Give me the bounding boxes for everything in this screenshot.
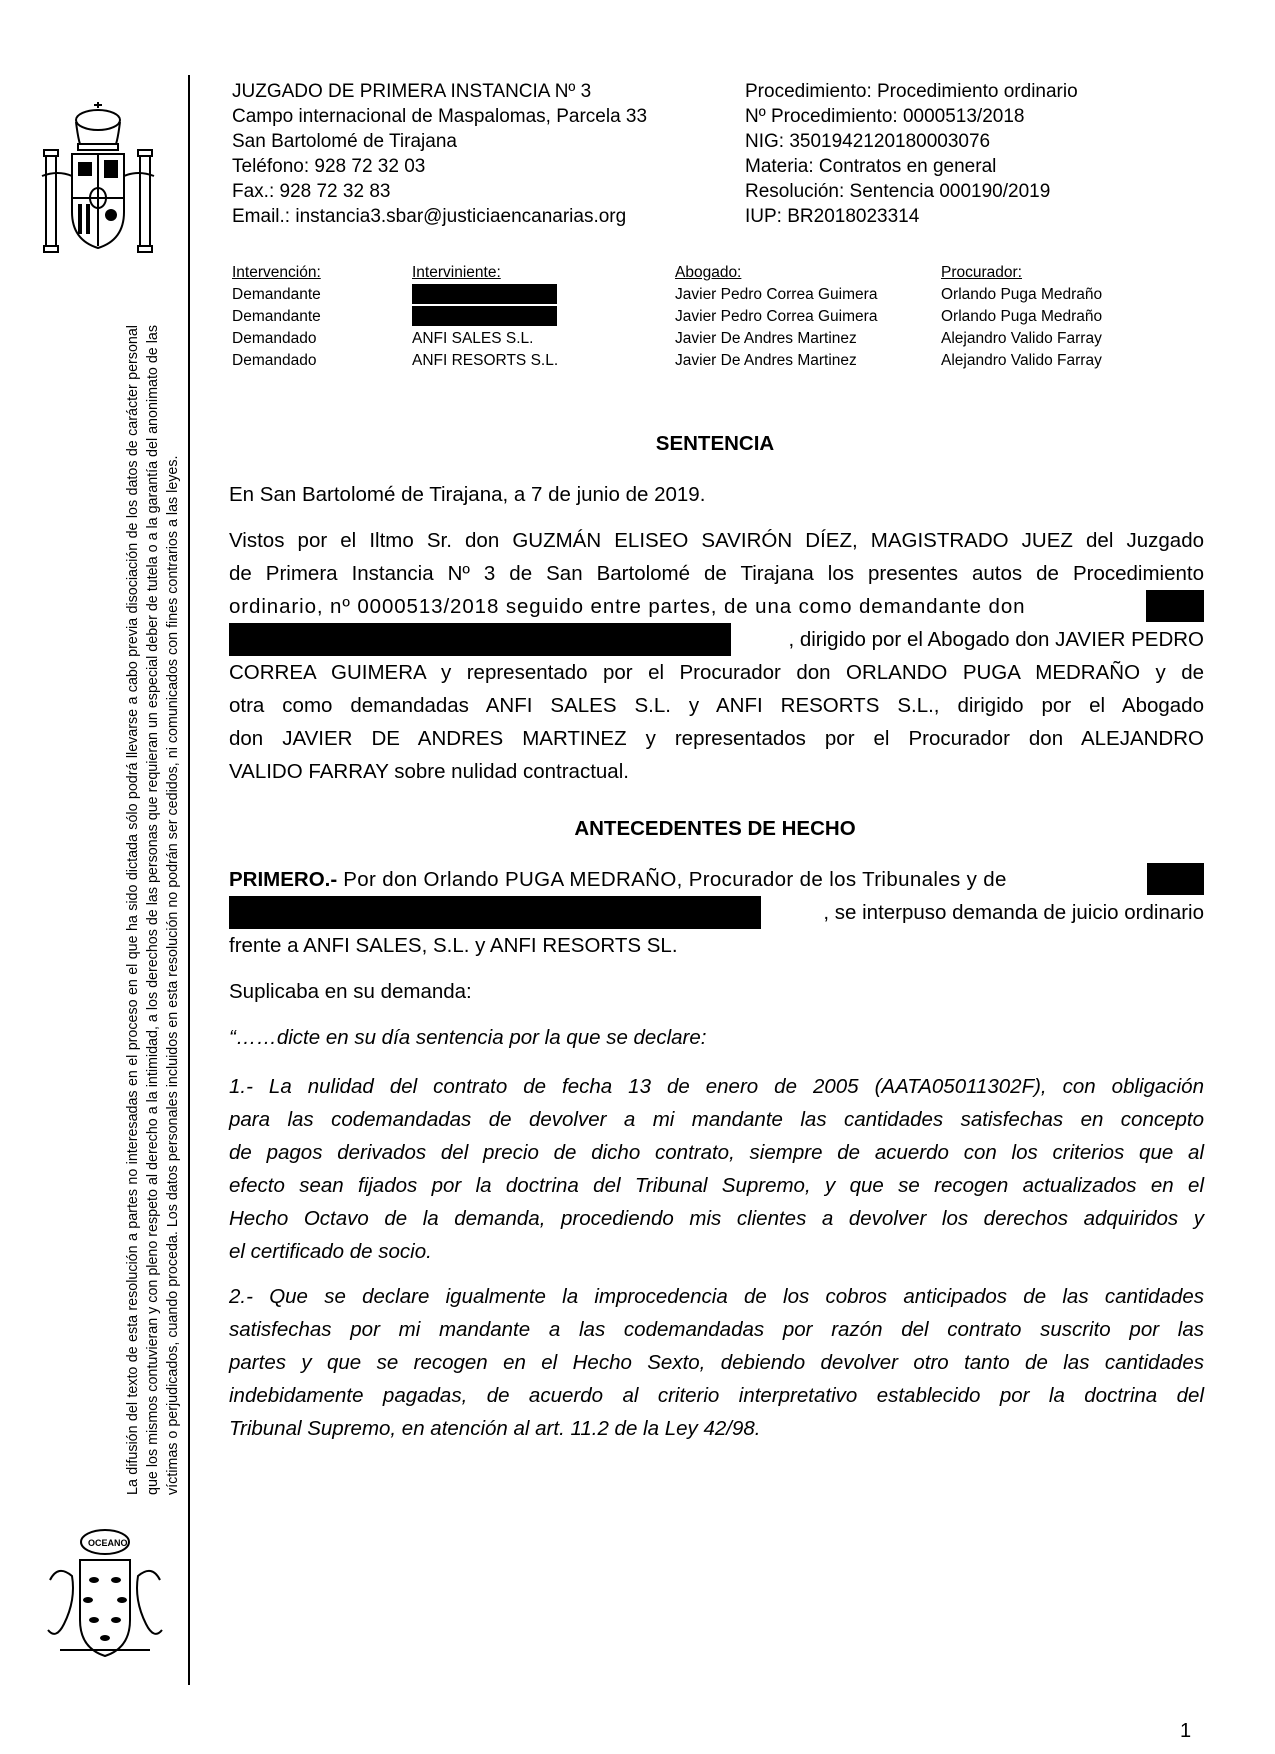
- header-abogado: Abogado:: [675, 264, 742, 281]
- text-span: , dirigido por el Abogado don JAVIER PEDRO: [788, 628, 1204, 651]
- quote-intro: “……dicte en su día sentencia por la que se declare:: [229, 1026, 707, 1049]
- court-fax: Fax.: 928 72 32 83: [232, 181, 391, 202]
- court-info: [232, 79, 647, 229]
- court-city: San Bartolomé de Tirajana: [232, 131, 457, 152]
- header-interviniente: Interviniente:: [412, 264, 501, 281]
- date-line: En San Bartolomé de Tirajana, a 7 de junio de 2019.: [229, 483, 706, 506]
- text-line: satisfechas por mi mandante a las codemandadas por razón del contrato suscrito por las: [229, 1318, 1204, 1341]
- text-line: CORREA GUIMERA y representado por el Procurador don ORLANDO PUGA MEDRAÑO y de: [229, 661, 1204, 684]
- role-cell: Demandado: [232, 330, 317, 347]
- procedure-info: [745, 79, 1078, 229]
- text-line: el certificado de socio.: [229, 1240, 432, 1263]
- role-cell: Demandante: [232, 308, 321, 325]
- procurator-cell: Alejandro Valido Farray: [941, 352, 1102, 369]
- procedure-resolution: Resolución: Sentencia 000190/2019: [745, 181, 1051, 202]
- text-line: [229, 623, 1204, 656]
- lawyer-cell: Javier Pedro Correa Guimera: [675, 286, 878, 303]
- margin-rule: [188, 75, 190, 1685]
- margin-legal-notice: La difusión del texto de esta resolución a partes no interesadas en el proceso en el que ha sido dictada sólo podrá llevarse a cabo previa disociación de los datos de carácter personal que los mismos contuvieran y con pleno respeto al derecho a la intimidad, a los derechos de las personas que requieran un especial deber de tutela o a la garantía del anonimato de las víctimas o perjudicados, cuando proceda. Los datos personales incluidos en esta resolución no podrán ser cedidos, ni comunicados con fines contrarios a las leyes.: [125, 325, 181, 1495]
- text-line: 2.- Que se declare igualmente la improcedencia de los cobros anticipados de las cantidades: [229, 1285, 1204, 1308]
- procurator-cell: Orlando Puga Medraño: [941, 308, 1103, 325]
- procedure-number: Nº Procedimiento: 0000513/2018: [745, 106, 1025, 127]
- text-line: otra como demandadas ANFI SALES S.L. y ANFI RESORTS S.L., dirigido por el Abogado: [229, 694, 1204, 717]
- lawyer-cell: Javier Pedro Correa Guimera: [675, 308, 878, 325]
- redacted-party: [412, 284, 557, 306]
- lawyer-cell: Javier De Andres Martinez: [675, 330, 857, 347]
- page-number: 1: [1180, 1720, 1192, 1742]
- text-line: de pagos derivados del precio de dicho contrato, siempre de acuerdo con los criterios que al: [229, 1141, 1204, 1164]
- header-intervencion: Intervención:: [232, 264, 321, 281]
- primero-label: PRIMERO.-: [229, 868, 338, 891]
- role-cell: Demandado: [232, 352, 317, 369]
- vistos-paragraph: [229, 524, 1204, 788]
- text-line: indebidamente pagadas, de acuerdo al criterio interpretativo establecido por la doctrina del: [229, 1384, 1204, 1407]
- text-line: frente a ANFI SALES, S.L. y ANFI RESORTS SL.: [229, 934, 678, 957]
- redaction-block: [229, 623, 731, 656]
- procurator-cell: Alejandro Valido Farray: [941, 330, 1102, 347]
- antecedentes-title: ANTECEDENTES DE HECHO: [574, 817, 856, 840]
- canary-islands-seal-icon: [40, 1520, 170, 1670]
- court-address: Campo internacional de Maspalomas, Parcela 33: [232, 106, 648, 127]
- text-line: VALIDO FARRAY sobre nulidad contractual.: [229, 760, 629, 783]
- spain-coat-of-arms-icon: [38, 100, 158, 260]
- text-line: efecto sean fijados por la doctrina del Tribunal Supremo, y que se recogen actualizados en el: [229, 1174, 1204, 1197]
- procedure-type: Procedimiento: Procedimiento ordinario: [745, 81, 1078, 102]
- text-line: Vistos por el Iltmo Sr. don GUZMÁN ELISEO SAVIRÓN DÍEZ, MAGISTRADO JUEZ del Juzgado: [229, 529, 1204, 552]
- party-cell: ANFI RESORTS S.L.: [412, 352, 559, 369]
- text-line: partes y que se recogen en el Hecho Sexto, debiendo devolver otro tanto de las cantidades: [229, 1351, 1204, 1374]
- svg-text:OCEANO: OCEANO: [88, 1538, 128, 1548]
- text-line: don JAVIER DE ANDRES MARTINEZ y representados por el Procurador don ALEJANDRO: [229, 727, 1204, 750]
- role-cell: Demandante: [232, 286, 321, 303]
- sentencia-title: SENTENCIA: [655, 432, 775, 455]
- procedure-iup: IUP: BR2018023314: [745, 206, 920, 227]
- court-email: Email.: instancia3.sbar@justiciaencanarias.org: [232, 206, 627, 227]
- point-2-paragraph: [229, 1280, 1204, 1445]
- redaction-block: [1146, 590, 1204, 622]
- court-name: JUZGADO DE PRIMERA INSTANCIA Nº 3: [232, 81, 592, 102]
- procurator-cell: Orlando Puga Medraño: [941, 286, 1103, 303]
- redaction-block: [229, 896, 761, 929]
- text-span: , se interpuso demanda de juicio ordinario: [823, 901, 1204, 924]
- text-span: ordinario, nº 0000513/2018 seguido entre partes, de una como demandante don: [229, 595, 1026, 618]
- text-line: para las codemandadas de devolver a mi mandante las cantidades satisfechas en concepto: [229, 1108, 1204, 1131]
- text-line: Hecho Octavo de la demanda, procediendo mis clientes a devolver los derechos adquiridos y: [229, 1207, 1204, 1230]
- text-line: [229, 863, 1204, 896]
- text-line: [229, 590, 1204, 623]
- text-line: de Primera Instancia Nº 3 de San Bartolomé de Tirajana los presentes autos de Procedimiento: [229, 562, 1204, 585]
- court-phone: Teléfono: 928 72 32 03: [232, 156, 426, 177]
- text-line: [229, 896, 1204, 929]
- party-cell: ANFI SALES S.L.: [412, 330, 534, 347]
- primero-paragraph: [229, 863, 1204, 962]
- text-line: 1.- La nulidad del contrato de fecha 13 de enero de 2005 (AATA05011302F), con obligación: [229, 1075, 1204, 1098]
- lawyer-cell: Javier De Andres Martinez: [675, 352, 857, 369]
- header-procurador: Procurador:: [941, 264, 1022, 281]
- text-line: Tribunal Supremo, en atención al art. 11.2 de la Ley 42/98.: [229, 1417, 761, 1440]
- suplicaba-line: Suplicaba en su demanda:: [229, 980, 472, 1003]
- point-1-paragraph: [229, 1070, 1204, 1268]
- redacted-party: [412, 306, 557, 328]
- text-span: Por don Orlando PUGA MEDRAÑO, Procurador de los Tribunales y de: [337, 868, 1007, 891]
- procedure-subject: Materia: Contratos en general: [745, 156, 997, 177]
- redaction-block: [1147, 863, 1204, 895]
- procedure-nig: NIG: 3501942120180003076: [745, 131, 991, 152]
